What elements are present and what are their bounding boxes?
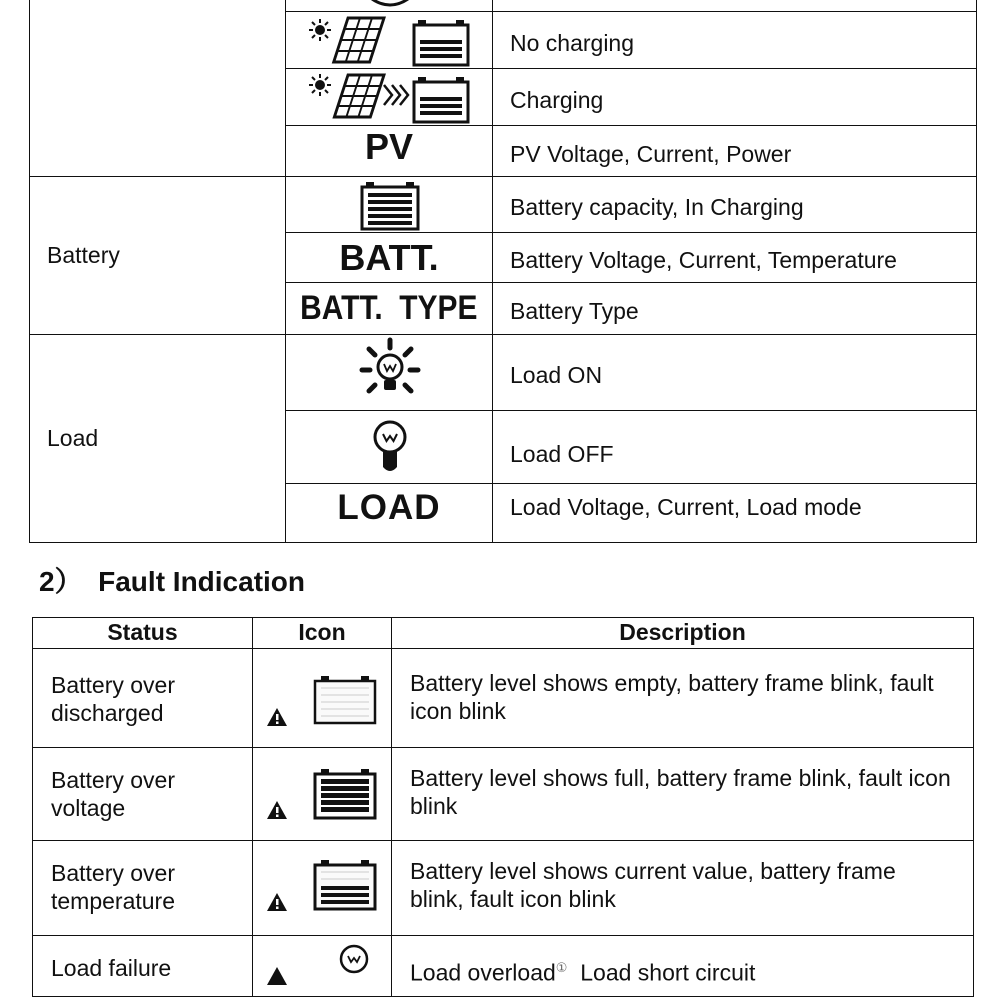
- fault-description: Battery level shows current value, battery frame blink, fault icon blink: [392, 841, 974, 936]
- pv-group-cell: [30, 0, 286, 177]
- battery-values-desc: Battery Voltage, Current, Temperature: [493, 233, 977, 283]
- load-short-circuit-text: Load short circuit: [567, 959, 756, 986]
- battery-full-warning-icon: [313, 768, 377, 820]
- bulb-on-icon: [286, 335, 493, 410]
- warning-icon: [266, 800, 288, 820]
- fault-description: [392, 935, 974, 996]
- warning-icon: [266, 707, 288, 727]
- load-on-desc: Load ON: [493, 335, 977, 411]
- section-title: 2） Fault Indication: [39, 566, 306, 597]
- status-icons-table: [29, 0, 977, 543]
- table-row: [33, 841, 974, 936]
- pv-panel-charging-icon: [286, 69, 493, 125]
- table-row: [33, 748, 974, 841]
- fault-status: [33, 841, 253, 936]
- fault-status-line: Battery over: [51, 767, 175, 794]
- battery-partial-warning-icon: [313, 859, 377, 911]
- load-off-icon-cell: [286, 411, 493, 484]
- charge-arrows-icon: [384, 85, 408, 105]
- pv-text-icon-cell: [286, 126, 493, 177]
- fault-status-line: voltage: [51, 795, 126, 822]
- pv-no-charge-desc: No charging: [493, 12, 977, 69]
- pv-values-desc: PV Voltage, Current, Power: [493, 126, 977, 177]
- fault-icon-cell: [253, 648, 392, 748]
- footnote-mark: ①: [555, 959, 568, 975]
- header-icon: Icon: [253, 618, 392, 649]
- fault-indication-table: [32, 617, 974, 997]
- load-text-icon: LOAD: [337, 488, 441, 527]
- fault-icon-cell: [253, 935, 392, 996]
- fault-icon-cell: [253, 841, 392, 936]
- pv-no-charge-icon-cell: [286, 12, 493, 69]
- pv-text-icon: PV: [364, 126, 414, 167]
- load-off-desc: Load OFF: [493, 411, 977, 484]
- table-row: [33, 648, 974, 748]
- fault-icon-cell: [253, 748, 392, 841]
- battery-outline-icon: [414, 20, 468, 65]
- load-overload-text: Load overload: [410, 959, 556, 986]
- batt-type-icon-cell: [286, 283, 493, 335]
- fault-status: [33, 748, 253, 841]
- header-status: Status: [33, 618, 253, 649]
- fault-status-line: Battery over: [51, 860, 175, 887]
- table-row: [33, 935, 974, 996]
- load-values-desc: Load Voltage, Current, Load mode: [493, 484, 977, 543]
- fault-status-line: temperature: [51, 888, 176, 915]
- load-text-icon-cell: [286, 484, 493, 543]
- load-group-label: Load: [30, 335, 286, 543]
- warning-icon: [266, 966, 288, 986]
- solar-panel-icon: [334, 18, 384, 62]
- battery-type-desc: Battery Type: [493, 283, 977, 335]
- pv-charging-desc: Charging: [493, 69, 977, 126]
- cutoff-desc-cell: [493, 0, 977, 12]
- sun-icon: [309, 19, 331, 41]
- cutoff-icon-cell: [286, 0, 493, 12]
- battery-full-icon: [286, 177, 493, 232]
- cutoff-icon: [286, 0, 493, 11]
- pv-charging-icon-cell: [286, 69, 493, 126]
- battery-capacity-desc: Battery capacity, In Charging: [493, 177, 977, 233]
- battery-capacity-icon-cell: [286, 177, 493, 233]
- batt-text-icon: BATT.: [339, 236, 439, 278]
- fault-status-line: Battery over: [51, 671, 175, 698]
- bulb-warning-icon: [337, 942, 371, 976]
- header-description: Description: [392, 618, 974, 649]
- fault-description: Battery level shows empty, battery frame blink, fault icon blink: [392, 648, 974, 748]
- fault-description: Battery level shows full, battery frame blink, fault icon blink: [392, 748, 974, 841]
- batt-type-text-icon: BATT. TYPE: [300, 289, 478, 327]
- fault-status-line: discharged: [51, 699, 164, 726]
- load-on-icon-cell: [286, 335, 493, 411]
- bulb-off-icon: [286, 411, 493, 483]
- battery-group-label: Battery: [30, 177, 286, 335]
- fault-status: [33, 935, 253, 996]
- pv-panel-no-charge-icon: [286, 12, 493, 68]
- fault-status: [33, 648, 253, 748]
- fault-status-line: Load failure: [51, 954, 172, 981]
- batt-text-icon-cell: [286, 233, 493, 283]
- warning-icon: [266, 892, 288, 912]
- battery-empty-warning-icon: [313, 675, 377, 725]
